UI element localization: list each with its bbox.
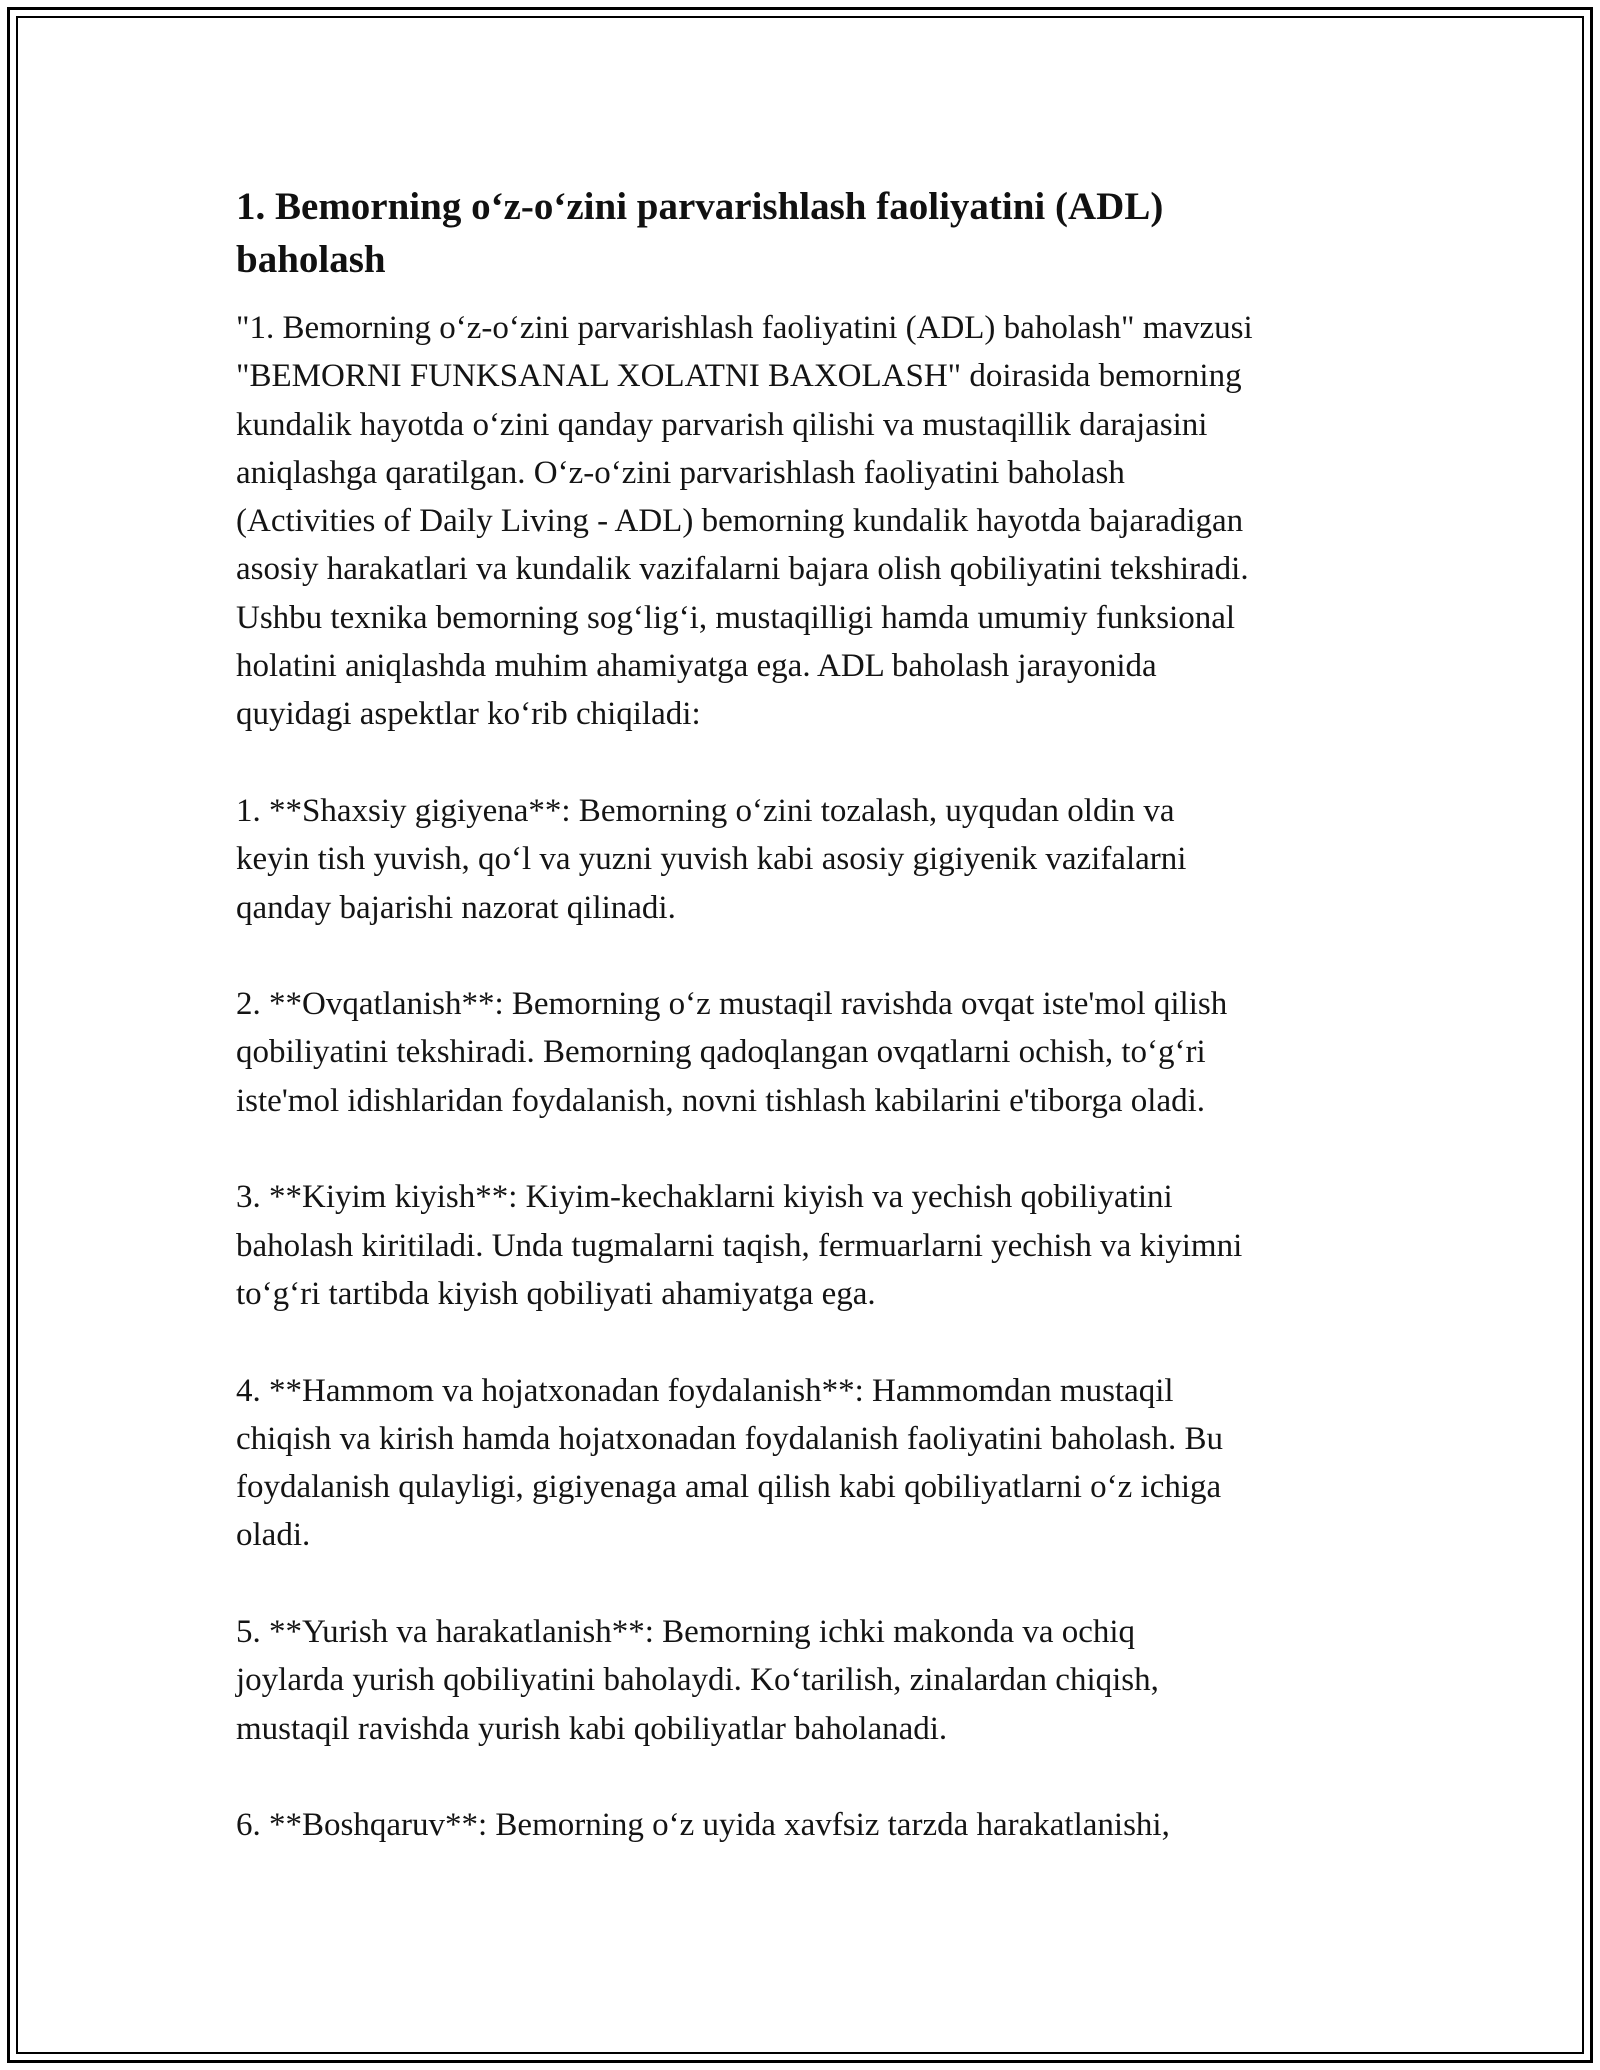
intro-paragraph-line: kundalik hayotda o‘zini qanday parvarish qilishi va mustaqillik darajasini	[236, 406, 1208, 443]
paragraph-gap	[236, 739, 1376, 787]
intro-paragraph-line: quyidagi aspektlar ko‘rib chiqiladi:	[236, 696, 701, 733]
list-item-bathroom-line: foydalanish qulayligi, gigiyenaga amal qilish kabi qobiliyatlarni o‘z ichiga	[236, 1469, 1222, 1506]
paragraph-gap	[236, 1560, 1376, 1608]
list-item-bathroom-line: oladi.	[236, 1517, 311, 1554]
intro-paragraph-line: asosiy harakatlari va kundalik vazifalarni bajara olish qobiliyatini tekshiradi.	[236, 551, 1249, 588]
list-item-walking-line: mustaqil ravishda yurish kabi qobiliyatlar baholanadi.	[236, 1710, 948, 1747]
intro-paragraph-line: Ushbu texnika bemorning sog‘lig‘i, mustaqilligi hamda umumiy funksional	[236, 599, 1236, 636]
paragraph-gap	[236, 932, 1376, 980]
list-item-hygiene-line: keyin tish yuvish, qo‘l va yuzni yuvish kabi asosiy gigiyenik vazifalarni	[236, 841, 1187, 878]
list-item-hygiene-line: qanday bajarishi nazorat qilinadi.	[236, 889, 676, 926]
list-item-walking-line: joylarda yurish qobiliyatini baholaydi. Ko‘tarilish, zinalardan chiqish,	[236, 1662, 1159, 1699]
document-body	[236, 304, 1376, 1850]
paragraph-gap	[236, 1753, 1376, 1801]
intro-paragraph-line: aniqlashga qaratilgan. O‘z-o‘zini parvarishlash faoliyatini baholash	[236, 454, 1125, 491]
intro-paragraph-line: "1. Bemorning o‘z-o‘zini parvarishlash faoliyatini (ADL) baholash" mavzusi	[236, 310, 1253, 346]
heading-line: baholash	[236, 238, 386, 281]
intro-paragraph-line: (Activities of Daily Living - ADL) bemorning kundalik hayotda bajaradigan	[236, 503, 1244, 540]
heading-line: 1. Bemorning o‘z-o‘zini parvarishlash faoliyatini (ADL)	[236, 185, 1164, 228]
list-item-hygiene-line: 1. **Shaxsiy gigiyena**: Bemorning o‘zini tozalash, uyqudan oldin va	[236, 792, 1175, 829]
intro-paragraph-line: holatini aniqlashda muhim ahamiyatga ega. ADL baholash jarayonida	[236, 648, 1157, 685]
list-item-dressing-line: 3. **Kiyim kiyish**: Kiyim-kechaklarni kiyish va yechish qobiliyatini	[236, 1179, 1173, 1216]
list-item-management-line: 6. **Boshqaruv**: Bemorning o‘z uyida xavfsiz tarzda harakatlanishi,	[236, 1807, 1170, 1844]
list-item-dressing-line: to‘g‘ri tartibda kiyish qobiliyati ahamiyatga ega.	[236, 1275, 876, 1312]
list-item-dressing-line: baholash kiritiladi. Unda tugmalarni taqish, fermuarlarni yechish va kiyimni	[236, 1227, 1243, 1264]
paragraph-gap	[236, 1125, 1376, 1173]
document-content	[236, 180, 1376, 1850]
list-item-eating-line: 2. **Ovqatlanish**: Bemorning o‘z mustaqil ravishda ovqat iste'mol qilish	[236, 986, 1228, 1023]
document-heading	[236, 180, 1376, 286]
paragraph-gap	[236, 1318, 1376, 1366]
list-item-bathroom-line: 4. **Hammom va hojatxonadan foydalanish**: Hammomdan mustaqil	[236, 1372, 1174, 1409]
list-item-walking-line: 5. **Yurish va harakatlanish**: Bemorning ichki makonda va ochiq	[236, 1614, 1136, 1651]
list-item-eating-line: qobiliyatini tekshiradi. Bemorning qadoqlangan ovqatlarni ochish, to‘g‘ri	[236, 1034, 1206, 1071]
intro-paragraph-line: "BEMORNI FUNKSANAL XOLATNI BAXOLASH" doirasida bemorning	[236, 358, 1242, 395]
list-item-eating-line: iste'mol idishlaridan foydalanish, novni tishlash kabilarini e'tiborga oladi.	[236, 1082, 1206, 1119]
list-item-bathroom-line: chiqish va kirish hamda hojatxonadan foydalanish faoliyatini baholash. Bu	[236, 1420, 1224, 1457]
